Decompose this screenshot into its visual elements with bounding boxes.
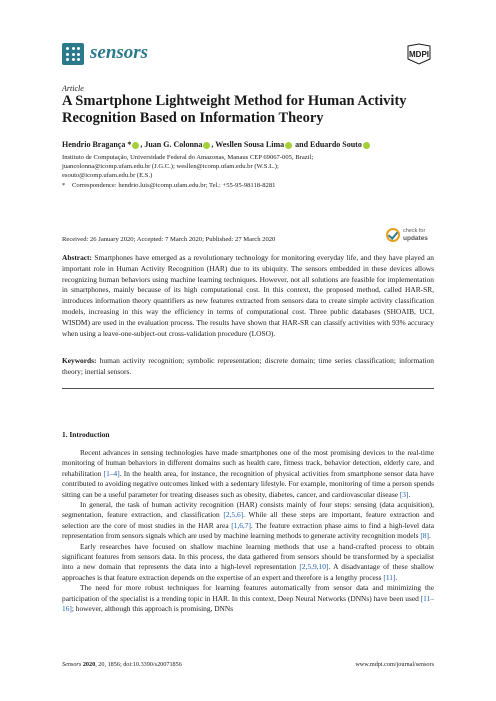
article-title: A Smartphone Lightweight Method for Human Activity Recognition Based on Information Theory (62, 93, 407, 126)
keywords-text: human activity recognition; symbolic representation; discrete domain; time series classification; information theory; inertial sensors. (62, 356, 434, 376)
check-for-updates-badge[interactable] (386, 226, 434, 246)
correspondence-bullet: * (62, 181, 66, 189)
paragraph: Recent advances in sensing technologies have made smartphones one of the most promising devices to the real-time monitoring of human behaviors in different domains such as health care, fitness track, behavior detection, elderly care, and rehabilitation [1–4]. In the health area, for instance, the recognition of physical activities from smartphone sensor data have contributed to avoiding negative outcomes linked with a sedentary lifestyle. For example, monitoring of time a person spends sitting can be a useful parameter for treating diseases such as obesity, diabetes, cancer, and cardiovascular disease [3]. (62, 448, 434, 499)
article-type: Article (62, 84, 84, 93)
citation-link[interactable]: [3] (399, 489, 409, 499)
affiliations (62, 153, 442, 190)
abstract (62, 253, 434, 339)
citation-link[interactable]: [8] (420, 531, 429, 541)
abstract-text: Smartphones have emerged as a revolutionary technology for monitoring everyday life, and they have played an important role in Human Activity Recognition (HAR) due to its ubiquity. The sensors embedded in these devices allows recognizing human behaviors using machine learning techniques. However, not all solutions are feasible for implementation in smartphones, mainly because of its high computational cost. In this context, the proposed method, called HAR-SR, introduces information theory quantifiers as new features extracted from sensors data to create simple activity classification models, increasing in this way the efficiency in terms of computational cost. Three public databases (SHOAIB, UCI, WISDM) are used in the evaluation process. The results have shown that HAR-SR can classify activities with 93% accuracy when using a leave-one-subject-out cross-validation procedure (LOSO). (62, 253, 434, 338)
orcid-icon[interactable] (203, 142, 210, 149)
orcid-icon[interactable] (363, 142, 370, 149)
footer-citation: Sensors 2020, 20, 1856; doi:10.3390/s20071856 (62, 661, 182, 668)
author-4[interactable]: and Eduardo Souto (295, 140, 362, 149)
correspondence (62, 181, 442, 190)
citation-link[interactable]: [11–16] (62, 593, 434, 614)
keywords-label: Keywords: (62, 356, 97, 365)
paragraph: In general, the task of human activity recognition (HAR) consists mainly of four steps: sensing (data acquisition), segmentation, feature extraction, and classification [2,5,6]. While all these steps are important, feature extraction and selection are the core of most studies in the HAR area [1,6,7]. The feature extraction phase aims to find a high-level data representation from sensors signals which are used by machine learning methods to generate activity recognition models [8]. (62, 500, 435, 541)
affiliation-line: Instituto de Computação, Universidade Federal do Amazonas, Manaus CEP 69067-005, Brazil; (62, 154, 314, 161)
affiliation-line: juancolonna@icomp.ufam.edu.br (J.G.C.); wesllen@icomp.ufam.edu.br (W.S.L.); (62, 163, 279, 171)
journal-header (62, 41, 434, 67)
citation-link[interactable]: [1,6,7] (231, 520, 251, 530)
section-divider (62, 388, 434, 389)
author-3[interactable]: Wesllen Sousa Lima (215, 140, 285, 149)
citation-link[interactable]: [2,5,9,10] (299, 562, 329, 572)
author-list: Hendrio Bragança * , Juan G. Colonna , Wesllen Sousa Lima and Eduardo Souto (62, 140, 442, 149)
citation-link[interactable]: [1–4] (103, 468, 120, 478)
paragraph: Early researches have focused on shallow machine learning methods that use a hand-crafted process to obtain significant features from sensors data. In this process, the data gathered from sensors should be transformed by a specialist into a new domain that represents the data into a high-level representation [2,5,9,10]. A disadvantage of these shallow approaches is that feature extraction depends on the expertise of an expert and therefore is a lengthy process [11]. (62, 541, 434, 582)
footer-url[interactable]: www.mdpi.com/journal/sensors (355, 661, 434, 668)
paragraph: The need for more robust techniques for learning features automatically from sensor data and minimizing the participation of the specialist is a trending topic in HAR. In this context, Deep Neural Networks (DNNs) have been used [11–16]; however, although this approach is promising, DNNs (62, 583, 434, 614)
section-title: 1. Introduction (62, 430, 110, 439)
correspondence-text: Correspondence: hendrio.luis@icomp.ufam.edu.br; Tel.: +55-95-98118-8281 (72, 181, 276, 189)
introduction-body (62, 448, 434, 615)
author-2[interactable]: Juan G. Colonna (144, 140, 203, 149)
sensors-logo-icon (62, 43, 84, 65)
mdpi-logo (404, 43, 434, 65)
citation-link[interactable]: [2,5,6] (223, 510, 244, 520)
abstract-label: Abstract: (62, 253, 92, 262)
publication-dates: Received: 26 January 2020; Accepted: 7 March 2020; Published: 27 March 2020 (62, 236, 276, 243)
author-1[interactable]: Hendrio Bragança * (62, 140, 132, 149)
publisher-name: MDPI (409, 50, 429, 59)
orcid-icon[interactable] (285, 142, 292, 149)
orcid-icon[interactable] (132, 142, 139, 149)
check-label-top: check for (403, 228, 426, 234)
check-label-bottom: updates (403, 235, 428, 242)
keywords (62, 356, 434, 378)
affiliation-line: esouto@icomp.ufam.edu.br (E.S.) (62, 172, 153, 180)
citation-link[interactable]: [11] (383, 572, 396, 582)
check-icon (386, 228, 400, 242)
journal-name: sensors (90, 42, 149, 63)
